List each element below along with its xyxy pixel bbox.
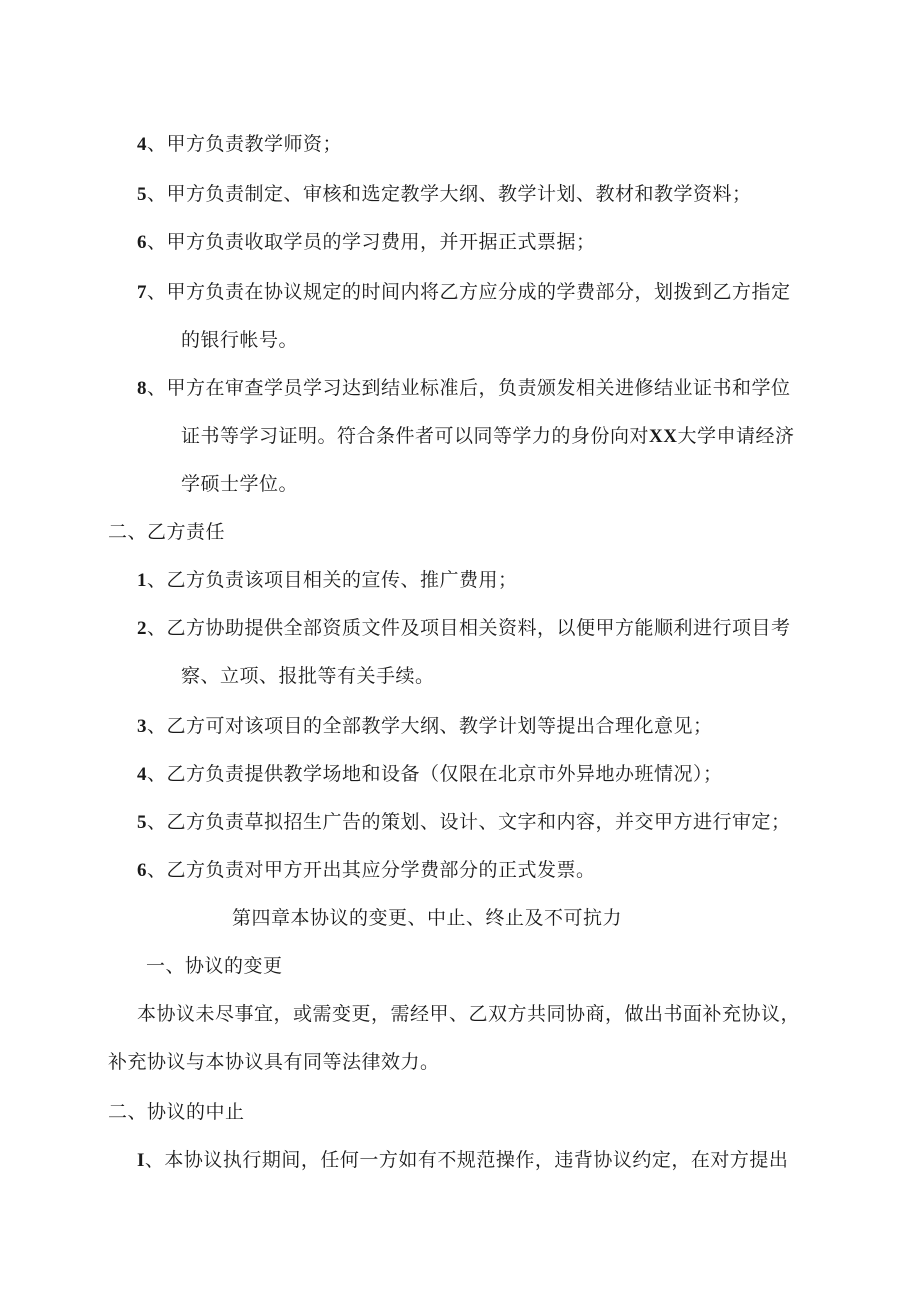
list-item [137, 182, 752, 207]
item-text: 、甲方在审查学员学习达到结业标准后，负责颁发相关进修结业证书和学位 [147, 377, 791, 399]
list-item [137, 376, 791, 401]
list-item [137, 858, 596, 883]
item-text: 、乙方负责该项目相关的宣传、推广费用； [147, 569, 518, 591]
item-text: 、乙方协助提供全部资质文件及项目相关资料，以便甲方能顺利进行项目考 [147, 617, 791, 639]
item-text: 、乙方负责对甲方开出其应分学费部分的正式发票。 [147, 859, 596, 881]
list-item [137, 1148, 788, 1173]
continuation-text: 证书等学习证明。符合条件者可以同等学力的身份向对 [181, 425, 650, 447]
section-heading: 二、乙方责任 [108, 521, 226, 543]
item-number: 6 [137, 232, 147, 253]
item-continuation [181, 424, 794, 449]
item-text: 、甲方负责收取学员的学习费用，并开据正式票据； [147, 231, 596, 253]
item-text: 、本协议执行期间，任何一方如有不规范操作，违背协议约定，在对方提出 [144, 1149, 789, 1171]
list-item [137, 810, 791, 835]
item-text: 、甲方负责制定、审核和选定教学大纲、教学计划、教材和教学资料； [147, 183, 752, 205]
item-number: 6 [137, 860, 147, 881]
continuation-text: 大学申请经济 [677, 425, 795, 447]
list-item [137, 616, 791, 641]
item-number: 5 [137, 184, 147, 205]
item-number: 7 [137, 282, 147, 303]
item-text: 、乙方可对该项目的全部教学大纲、教学计划等提出合理化意见； [147, 715, 713, 737]
item-text: 、乙方负责提供教学场地和设备（仅限在北京市外异地办班情况）； [147, 763, 723, 785]
item-continuation: 学硕士学位。 [181, 473, 299, 495]
list-item [137, 714, 713, 739]
chapter-title: 第四章本协议的变更、中止、终止及不可抗力 [232, 907, 623, 929]
subsection-heading: 二、协议的中止 [108, 1101, 245, 1123]
item-number: I [137, 1150, 145, 1171]
paragraph-line: 本协议未尽事宜，或需变更，需经甲、乙双方共同协商，做出书面补充协议， [137, 1003, 801, 1025]
item-number: 4 [137, 134, 147, 155]
item-text: 、甲方负责在协议规定的时间内将乙方应分成的学费部分，划拨到乙方指定 [147, 281, 791, 303]
item-number: 3 [137, 716, 147, 737]
item-continuation: 的银行帐号。 [181, 329, 299, 351]
list-item [137, 230, 596, 255]
subsection-heading: 一、协议的变更 [146, 955, 283, 977]
list-item [137, 280, 791, 305]
item-number: 5 [137, 812, 147, 833]
item-number: 2 [137, 618, 147, 639]
item-text: 、乙方负责草拟招生广告的策划、设计、文字和内容，并交甲方进行审定； [147, 811, 791, 833]
paragraph-line: 补充协议与本协议具有同等法律效力。 [108, 1051, 440, 1073]
item-number: 1 [137, 570, 147, 591]
item-number: 8 [137, 378, 147, 399]
item-continuation: 察、立项、报批等有关手续。 [181, 665, 435, 687]
item-text: 、甲方负责教学师资； [147, 133, 343, 155]
list-item [137, 568, 518, 593]
university-name: XX [649, 426, 678, 447]
item-number: 4 [137, 764, 147, 785]
list-item [137, 762, 723, 787]
list-item [137, 132, 342, 157]
